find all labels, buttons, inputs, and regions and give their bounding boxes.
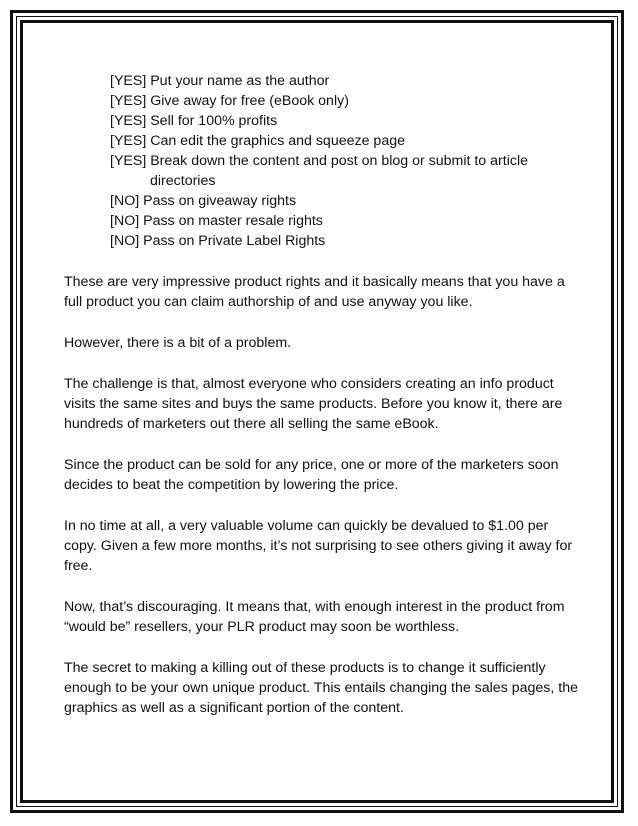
rights-item: [NO] Pass on giveaway rights bbox=[110, 193, 297, 209]
rights-item: [YES] Break down the content and post on blog or submit to article directories bbox=[110, 153, 528, 189]
body-paragraph: Since the product can be sold for any price, one or more of the marketers soon decides to beat the competition by lowering the price. bbox=[64, 457, 559, 493]
rights-item: [NO] Pass on master resale rights bbox=[110, 213, 323, 229]
rights-list bbox=[64, 71, 584, 251]
body-paragraph: The challenge is that, almost everyone who considers creating an info product visits the same sites and buys the same products. Before you know it, there are hundreds of marketers out there all selling the same eBook. bbox=[64, 376, 563, 432]
body-paragraph: Now, that’s discouraging. It means that, with enough interest in the product from “would be” resellers, your PLR product may soon be worthless. bbox=[64, 599, 565, 635]
body-paragraph: These are very impressive product rights and it basically means that you have a full product you can claim authorship of and use anyway you like. bbox=[64, 274, 565, 310]
body-paragraph: However, there is a bit of a problem. bbox=[64, 335, 292, 351]
rights-item: [YES] Put your name as the author bbox=[110, 73, 330, 89]
rights-item: [YES] Can edit the graphics and squeeze page bbox=[110, 133, 405, 149]
rights-item: [YES] Give away for free (eBook only) bbox=[110, 93, 349, 109]
rights-item: [YES] Sell for 100% profits bbox=[110, 113, 278, 129]
page-content bbox=[64, 71, 584, 739]
body-paragraph: The secret to making a killing out of these products is to change it sufficiently enough to be your own unique product. This entails changing the sales pages, the graphics as well as a significant portion of the content. bbox=[64, 660, 578, 716]
body-paragraph: In no time at all, a very valuable volume can quickly be devalued to $1.00 per copy. Given a few more months, it’s not surprising to see others giving it away for free. bbox=[64, 518, 573, 574]
rights-item: [NO] Pass on Private Label Rights bbox=[110, 233, 326, 249]
